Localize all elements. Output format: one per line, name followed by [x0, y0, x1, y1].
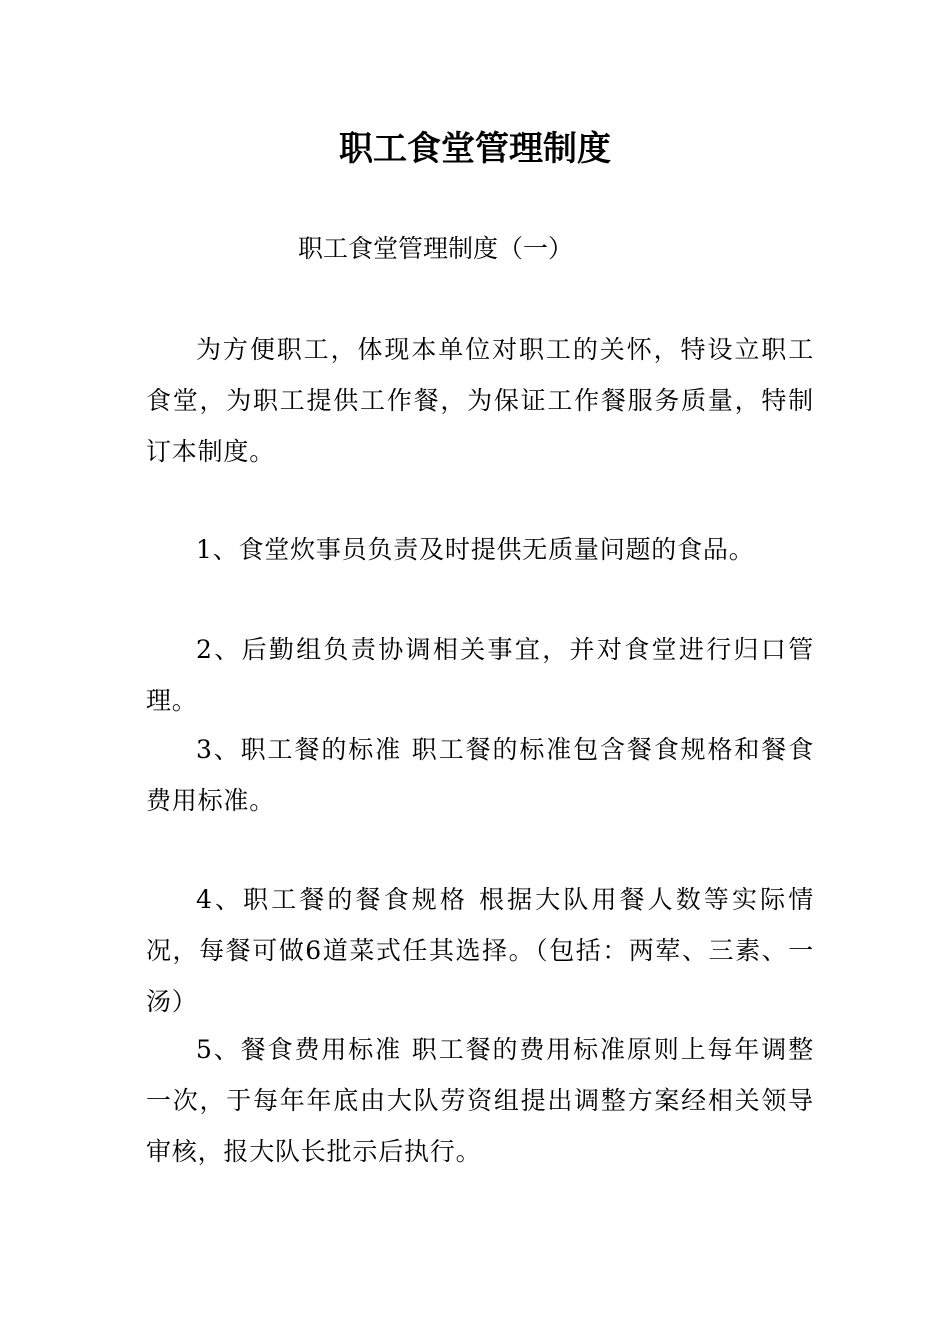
paragraph-rule-5: 5、餐食费用标准 职工餐的费用标准原则上每年调整一次，于每年年底由大队劳资组提出调整方案经相关领导审核，报大队长批示后执行。	[146, 1035, 814, 1166]
document-subtitle: 职工食堂管理制度（一）	[298, 234, 574, 263]
paragraph-rule-2: 2、后勤组负责协调相关事宜，并对食堂进行归口管理。	[146, 635, 814, 715]
document-title: 职工食堂管理制度	[339, 129, 611, 169]
paragraph-rule-3: 3、职工餐的标准 职工餐的标准包含餐食规格和餐食费用标准。	[146, 735, 814, 815]
paragraph-intro: 为方便职工，体现本单位对职工的关怀，特设立职工食堂，为职工提供工作餐，为保证工作餐服务质量，特制订本制度。	[146, 335, 814, 466]
paragraph-rule-1: 1、食堂炊事员负责及时提供无质量问题的食品。	[196, 535, 755, 564]
paragraph-rule-4: 4、职工餐的餐食规格 根据大队用餐人数等实际情况，每餐可做6道菜式任其选择。（包括：两荤、三素、一汤）	[146, 885, 814, 1016]
